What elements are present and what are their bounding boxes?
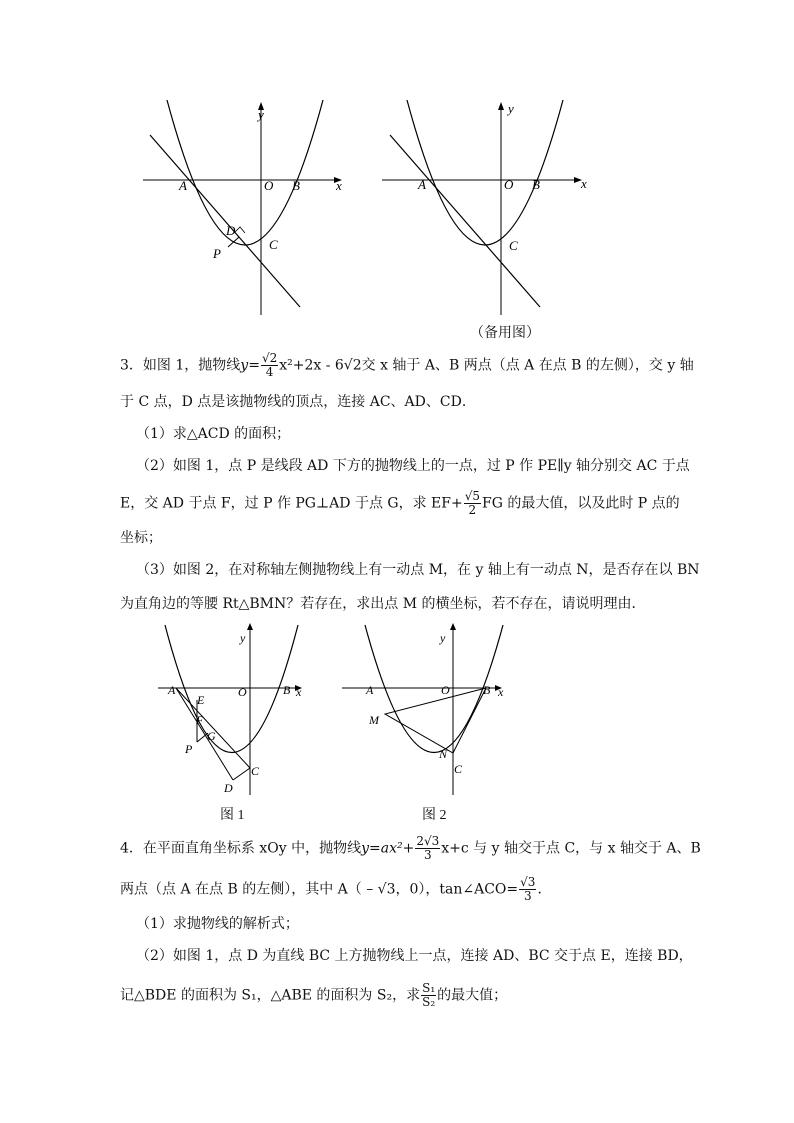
- point-o-label: O: [504, 177, 514, 192]
- point-g-label: G: [207, 729, 216, 743]
- q3-coef-frac: [261, 352, 278, 379]
- parabola: [407, 100, 563, 245]
- y-label: y: [508, 101, 514, 116]
- q4-part2-frac: [421, 982, 436, 1009]
- point-b-label: B: [283, 683, 291, 697]
- q4-line1-frac: [415, 835, 440, 862]
- q4-number: 4．: [120, 840, 143, 857]
- point-d-label: D: [224, 781, 233, 795]
- q4-line1-eq: y=ax²+: [361, 840, 415, 857]
- q4-line1-text-a: 在平面直角坐标系 xOy 中，抛物线: [142, 840, 362, 857]
- q3-intro: 如图 1，抛物线: [142, 357, 241, 374]
- point-f-label: F: [196, 713, 204, 727]
- q3-part2-line1: （2）如图 1，点 P 是线段 AD 下方的抛物线上的一点，过 P 作 PE∥y 轴分别交 AC 于点: [136, 458, 690, 474]
- x-label: x: [498, 685, 504, 699]
- parabola: [165, 625, 298, 753]
- q4-part2-text-a: 记△BDE 的面积为 S₁，△ABE 的面积为 S₂，求: [120, 987, 421, 1004]
- backup-figure-caption: （备用图）: [470, 326, 540, 341]
- x-label: x: [581, 176, 587, 191]
- q3-part3-line2: 为直角边的等腰 Rt△BMN？若存在，求出点 M 的横坐标，若不存在，请说明理由．: [120, 596, 646, 612]
- q4-line2-text-a: 两点（点 A 在点 B 的左侧），其中 A（ – √3，0），tan∠ACO=: [120, 881, 519, 898]
- segment-pd: [228, 237, 239, 247]
- q3-part2-den: 2: [468, 503, 477, 517]
- q3-part2-frac: [464, 490, 481, 517]
- y-axis-arrow-icon: [498, 102, 504, 110]
- q3-number: 3．: [120, 357, 143, 374]
- q3-eq-eq: =: [248, 357, 260, 374]
- q4-line2-frac: [519, 876, 536, 903]
- point-c-label: C: [269, 237, 278, 252]
- q3-part1: （1）求△ACD 的面积；: [136, 426, 291, 442]
- point-m-label: M: [369, 713, 379, 727]
- q3-eq-rest: x²+2x - 6√2交 x 轴于 A、B 两点（点 A 在点 B 的左侧），交 y 轴: [279, 357, 694, 374]
- q3-part3-line1: （3）如图 2，在对称轴左侧抛物线上有一动点 M，在 y 轴上有一动点 N，是否存在以 BN: [136, 562, 700, 578]
- right-angle-mark: [234, 227, 245, 233]
- point-n-label: N: [439, 747, 448, 761]
- q4-line1-num: 2√3: [416, 834, 440, 848]
- q4-part2-line1: （2）如图 1，点 D 为直线 BC 上方抛物线上一点，连接 AD、BC 交于点 E，连接 BD，: [136, 948, 693, 964]
- line-cd: [233, 768, 250, 780]
- q4-part2-line2: [120, 982, 507, 1009]
- x-label: x: [296, 685, 302, 699]
- q3-figure-1: [150, 620, 310, 800]
- line-ad: [176, 688, 233, 780]
- top-figure-right: [380, 95, 595, 320]
- q3-part2-text-a: E，交 AD 于点 F，过 P 作 PG⊥AD 于点 G，求 EF+: [120, 495, 463, 512]
- q3-part2-text-b: FG 的最大值，以及此时 P 点的: [481, 495, 680, 512]
- q4-line1: [120, 835, 701, 862]
- point-d-label: D: [226, 223, 236, 238]
- point-a-label: A: [179, 178, 187, 193]
- q3-line2: 于 C 点，D 点是该抛物线的顶点，连接 AC、AD、CD．: [120, 394, 476, 410]
- q3-part2-num: √5: [464, 489, 480, 503]
- q4-line1-den: 3: [423, 848, 432, 862]
- line-ac: [390, 135, 540, 307]
- q3-line1: [120, 352, 694, 379]
- q3-coef-den: 4: [265, 365, 274, 379]
- q4-line2-text-b: ．: [537, 881, 552, 898]
- q4-line2-den: 3: [523, 889, 532, 903]
- top-figure-left: [135, 95, 350, 320]
- q4-part2-den: S₂: [422, 995, 436, 1009]
- q4-part2-text-b: 的最大值；: [437, 987, 508, 1004]
- point-e-label: E: [197, 693, 205, 707]
- q4-line1-text-b: x+c 与 y 轴交于点 C，与 x 轴交于 A、B: [441, 840, 701, 857]
- y-axis-arrow-icon: [450, 623, 456, 630]
- point-p-label: P: [213, 246, 221, 261]
- q3-part2-line3: 坐标；: [120, 530, 162, 546]
- line-ac: [176, 688, 250, 768]
- point-o-label: O: [238, 685, 247, 699]
- point-b-label: B: [483, 683, 491, 697]
- y-axis-arrow-icon: [247, 623, 253, 630]
- point-c-label: C: [454, 762, 463, 776]
- triangle-bmn: [385, 688, 486, 753]
- q3-eq-y: y: [240, 357, 249, 374]
- y-label: y: [258, 107, 264, 122]
- point-o-label: O: [264, 178, 274, 193]
- point-o-label: O: [441, 683, 450, 697]
- q3-figure-2: [340, 620, 510, 800]
- point-a-label: A: [418, 177, 426, 192]
- point-c-label: C: [509, 238, 518, 253]
- line-ac: [150, 135, 300, 307]
- parabola: [167, 100, 323, 245]
- q3-figure-2-caption: 图 2: [422, 808, 447, 823]
- q4-line2-num: √3: [520, 875, 536, 889]
- point-a-label: A: [168, 683, 176, 697]
- q4-part2-num: S₁: [422, 981, 436, 995]
- point-c-label: C: [251, 764, 260, 778]
- q3-coef-num: √2: [261, 351, 278, 365]
- point-b-label: B: [292, 178, 300, 193]
- y-label: y: [440, 631, 446, 645]
- q4-part1: （1）求抛物线的解析式；: [136, 916, 299, 932]
- q3-figure-1-caption: 图 1: [220, 808, 245, 823]
- x-label: x: [336, 178, 342, 193]
- point-p-label: P: [185, 742, 193, 756]
- q3-part2-line2: [120, 490, 680, 517]
- y-label: y: [240, 631, 246, 645]
- point-a-label: A: [366, 683, 374, 697]
- point-b-label: B: [532, 177, 540, 192]
- q4-line2: [120, 876, 551, 903]
